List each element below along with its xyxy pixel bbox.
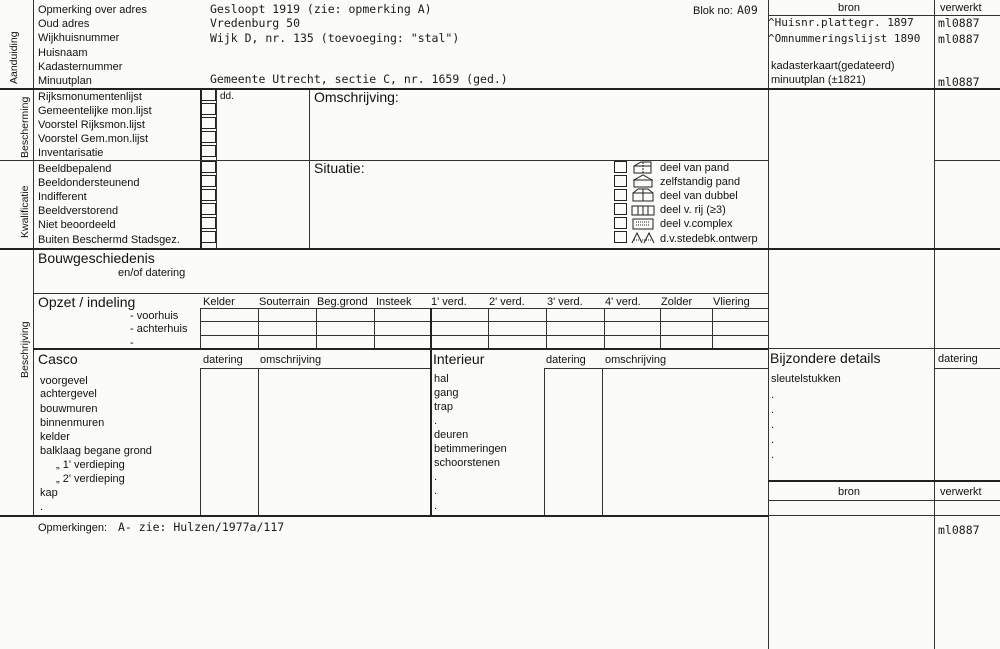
interieur-item-gang: gang [434, 387, 459, 399]
bijzondere-label: Bijzondere details [770, 350, 881, 366]
casco-item-achtergevel: achtergevel [40, 388, 97, 400]
dd-label: dd. [220, 91, 234, 102]
interieur-item-hal: hal [434, 373, 449, 385]
checkbox-deel-v-rij[interactable] [614, 203, 627, 215]
detached-house-icon [631, 174, 655, 188]
kwal-item-5: Niet beoordeeld [38, 219, 116, 231]
opzet-col-beggrond: Beg.grond [317, 296, 368, 308]
omschrijving-label: Omschrijving: [314, 89, 399, 105]
checkbox-deel-van-dubbel[interactable] [614, 189, 627, 201]
casco-item-dot: . [40, 501, 44, 513]
checkbox-beeldondersteunend[interactable] [201, 175, 216, 187]
opzet-col-zolder: Zolder [661, 296, 693, 308]
casco-item-binnenmuren: binnenmuren [40, 417, 105, 429]
opzet-col-3verd: 3' verd. [547, 296, 583, 308]
kwal-item-4: Beeldverstorend [38, 205, 119, 217]
lower-bron-header: bron [838, 486, 861, 498]
interieur-item-trap: trap [434, 401, 453, 413]
verwerkt-row-1[interactable]: ml0887 [938, 16, 980, 30]
situatie-opt-4: deel v. rij (≥3) [660, 204, 726, 216]
interieur-label: Interieur [433, 351, 485, 367]
beschrijving-label: Beschrijving [19, 321, 31, 378]
label-oud-adres: Oud adres [38, 18, 90, 30]
bescherming-label: Bescherming [19, 96, 31, 158]
label-huisnaam: Huisnaam [38, 47, 88, 59]
house-part-icon [631, 160, 655, 174]
value-wijk[interactable]: Wijk D, nr. 135 (toevoeging: "stal") [210, 31, 460, 45]
interieur-item-deuren: deuren [434, 429, 469, 441]
row-house-icon [631, 202, 655, 216]
label-opmerking-over-adres: Opmerking over adres [38, 4, 147, 16]
bron-row-3: kadasterkaart(gedateerd) [771, 60, 895, 72]
checkbox-deel-van-pand[interactable] [614, 161, 627, 173]
checkbox-stedebk-ontwerp[interactable] [614, 231, 627, 243]
opzet-row-achterhuis: - achterhuis [130, 323, 188, 335]
kwal-item-6: Buiten Beschermd Stadsgez. [38, 234, 180, 246]
interieur-item-dot3: . [434, 485, 438, 497]
checkbox-beeldbepalend[interactable] [201, 161, 216, 173]
opzet-col-4verd: 4' verd. [605, 296, 641, 308]
bijzondere-item-dot2: . [771, 404, 775, 416]
interieur-item-schoorstenen: schoorstenen [434, 457, 501, 469]
casco-item-kelder: kelder [40, 431, 70, 443]
bouwgeschiedenis-label: Bouwgeschiedenis [38, 250, 155, 266]
checkbox-inventarisatie[interactable] [201, 145, 216, 157]
kwal-item-3: Indifferent [38, 191, 87, 203]
checkbox-voorstel-rijks[interactable] [201, 117, 216, 129]
casco-label: Casco [38, 351, 78, 367]
interieur-item-betimmeringen: betimmeringen [434, 443, 507, 455]
interieur-omschrijving-header: omschrijving [605, 354, 667, 366]
checkbox-gemmon[interactable] [201, 103, 216, 115]
opzet-row-voorhuis: - voorhuis [130, 310, 179, 322]
kwal-item-2: Beeldondersteunend [38, 177, 140, 189]
value-minuutplan[interactable]: Gemeente Utrecht, sectie C, nr. 1659 (ged.) [210, 72, 508, 86]
bouwgeschiedenis-sub: en/of datering [118, 267, 186, 279]
opzet-col-2verd: 2' verd. [489, 296, 525, 308]
kwalificatie-label: Kwalificatie [19, 185, 31, 238]
value-opmerking[interactable]: Gesloopt 1919 (zie: opmerking A) [210, 2, 432, 16]
situatie-opt-1: deel van pand [660, 162, 730, 174]
opmerkingen-label: Opmerkingen: [38, 522, 108, 534]
bescherming-item-3: Voorstel Rijksmon.lijst [38, 119, 145, 131]
bijzondere-item-dot5: . [771, 449, 775, 461]
casco-item-kap: kap [40, 487, 58, 499]
situatie-opt-6: d.v.stedebk.ontwerp [660, 233, 758, 245]
checkbox-indifferent[interactable] [201, 189, 216, 201]
opzet-label: Opzet / indeling [38, 294, 136, 310]
semi-detached-icon [631, 188, 655, 202]
opzet-col-vliering: Vliering [713, 296, 750, 308]
label-kadasternummer: Kadasternummer [38, 61, 123, 73]
checkbox-zelfstandig-pand[interactable] [614, 175, 627, 187]
bron-row-4: minuutplan (±1821) [771, 74, 866, 86]
casco-item-bouwmuren: bouwmuren [40, 403, 98, 415]
bron-row-1[interactable]: ^Huisnr.plattegr. 1897 [768, 16, 914, 29]
interieur-datering-header: datering [546, 354, 586, 366]
checkbox-beeldverstorend[interactable] [201, 203, 216, 215]
label-wijkhuisnummer: Wijkhuisnummer [38, 32, 120, 44]
checkbox-niet-beoordeeld[interactable] [201, 217, 216, 229]
opzet-col-kelder: Kelder [203, 296, 235, 308]
kwal-item-1: Beeldbepalend [38, 163, 112, 175]
opzet-col-1verd: 1' verd. [431, 296, 467, 308]
verwerkt-row-4[interactable]: ml0887 [938, 75, 980, 89]
complex-icon [631, 216, 655, 230]
bron-row-2[interactable]: ^Omnummeringslijst 1890 [768, 32, 921, 45]
opzet-col-souterrain: Souterrain [259, 296, 310, 308]
interieur-item-dot2: . [434, 471, 438, 483]
bijzondere-item-dot4: . [771, 434, 775, 446]
casco-omschrijving-header: omschrijving [260, 354, 322, 366]
value-oud-adres[interactable]: Vredenburg 50 [210, 16, 301, 30]
lower-verwerkt-header: verwerkt [940, 486, 982, 498]
bescherming-item-5: Inventarisatie [38, 147, 104, 159]
situatie-opt-5: deel v.complex [660, 218, 733, 230]
interieur-item-dot1: . [434, 415, 438, 427]
situatie-opt-3: deel van dubbel [660, 190, 738, 202]
situatie-label: Situatie: [314, 160, 365, 176]
bescherming-item-4: Voorstel Gem.mon.lijst [38, 133, 149, 145]
lower-verwerkt-value[interactable]: ml0887 [938, 523, 980, 537]
casco-item-2verdieping: „ 2' verdieping [56, 473, 125, 485]
casco-item-voorgevel: voorgevel [40, 375, 88, 387]
casco-item-1verdieping: „ 1' verdieping [56, 459, 125, 471]
situatie-opt-2: zelfstandig pand [660, 176, 741, 188]
verwerkt-row-2[interactable]: ml0887 [938, 32, 980, 46]
opmerkingen-value[interactable]: A- zie: Hulzen/1977a/117 [118, 520, 285, 534]
bron-header: bron [838, 2, 861, 14]
casco-datering-header: datering [203, 354, 243, 366]
checkbox-deel-v-complex[interactable] [614, 217, 627, 229]
interieur-item-dot4: . [434, 500, 438, 512]
checkbox-buiten-beschermd[interactable] [201, 231, 216, 243]
opzet-row-empty: - [130, 337, 134, 349]
bijzondere-item-dot3: . [771, 419, 775, 431]
verwerkt-header: verwerkt [940, 2, 982, 14]
checkbox-voorstel-gem[interactable] [201, 131, 216, 143]
casco-item-balklaag: balklaag begane grond [40, 445, 152, 457]
bescherming-item-1: Rijksmonumentenlijst [38, 91, 142, 103]
label-minuutplan: Minuutplan [38, 75, 92, 87]
opzet-col-insteek: Insteek [376, 296, 412, 308]
blok-label: Blok no: [693, 5, 733, 17]
blok-value[interactable]: A09 [737, 3, 758, 17]
aanduiding-label: Aanduiding [8, 31, 20, 84]
urban-design-icon [631, 230, 655, 244]
bijzondere-item-dot1: . [771, 389, 775, 401]
checkbox-rijksmon[interactable] [201, 89, 216, 101]
bescherming-item-2: Gemeentelijke mon.lijst [38, 105, 152, 117]
bijzondere-datering-header: datering [938, 353, 978, 365]
bijzondere-item-sleutelstukken: sleutelstukken [771, 373, 841, 385]
